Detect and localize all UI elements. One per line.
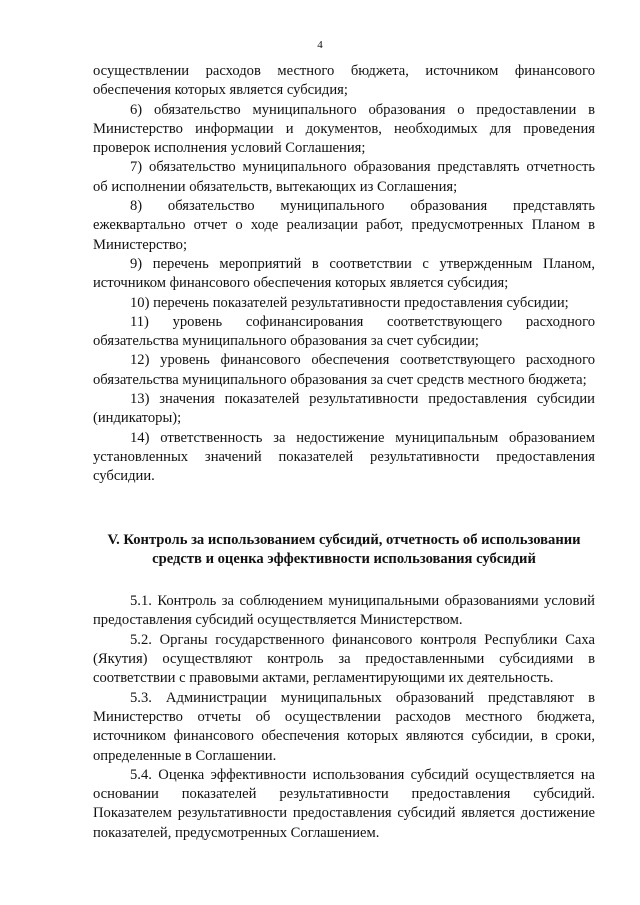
section-heading-line-2: средств и оценка эффективности использования субсидий — [152, 550, 536, 567]
section-heading — [93, 531, 595, 570]
clause-5-4: 5.4. Оценка эффективности использования субсидий осуществляется на основании показателей результативности предоставления субсидий. Показателем результативности предоставления субсидий является достижение показателей, предусмотренных Соглашением. — [93, 766, 595, 841]
clause-5-3: 5.3. Администрации муниципальных образований представляют в Министерство отчеты об осуществлении расходов местного бюджета, источником финансового обеспечения которых являются субсидии, в сроки, определенные в Соглашении. — [93, 689, 595, 764]
page-number: 4 — [317, 39, 323, 51]
list-item-6: 6) обязательство муниципального образования о предоставлении в Министерство информации и документов, необходимых для проведения проверок исполнения условий Соглашения; — [93, 101, 595, 157]
list-item-13: 13) значения показателей результативности предоставления субсидии (индикаторы); — [93, 391, 595, 427]
list-item-7: 7) обязательство муниципального образования представлять отчетность об исполнении обязательств, вытекающих из Соглашения; — [93, 159, 595, 195]
clause-5-1: 5.1. Контроль за соблюдением муниципальными образованиями условий предоставления субсидий осуществляется Министерством. — [93, 593, 595, 629]
clause-5-2: 5.2. Органы государственного финансового контроля Республики Саха (Якутия) осуществляют контроль за предоставленными субсидиями в соответствии с правовыми актами, регламентирующими их деятельность. — [93, 631, 595, 687]
list-item-11: 11) уровень софинансирования соответствующего расходного обязательства муниципального образования за счет субсидии; — [93, 313, 595, 350]
paragraph: осуществлении расходов местного бюджета, источником финансового обеспечения которых является субсидия; — [93, 63, 595, 99]
list-item-12: 12) уровень финансового обеспечения соответствующего расходного обязательства муниципального образования за счет средств местного бюджета; — [93, 352, 595, 388]
list-item-10: 10) перечень показателей результативности предоставления субсидии; — [130, 294, 569, 311]
list-item-8: 8) обязательство муниципального образования представлять ежеквартально отчет о ходе реализации работ, предусмотренных Планом в Министерство; — [93, 198, 595, 253]
document-body — [93, 62, 595, 843]
section-heading-line-1: V. Контроль за использованием субсидий, отчетность об использовании — [107, 531, 581, 548]
list-item-9: 9) перечень мероприятий в соответствии с утвержденным Планом, источником финансового обеспечения которых является субсидия; — [93, 255, 595, 292]
list-item-14: 14) ответственность за недостижение муниципальным образованием установленных значений показателей результативности предоставления субсидии. — [93, 429, 595, 485]
